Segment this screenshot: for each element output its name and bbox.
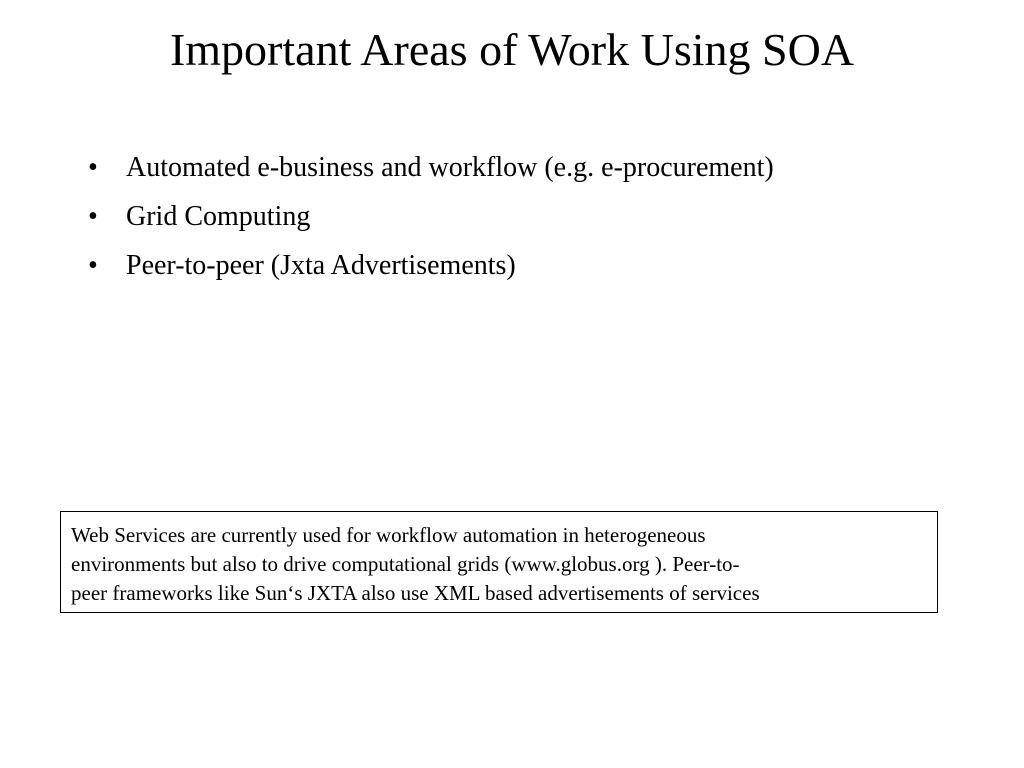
bullet-dot-icon: •: [88, 250, 98, 281]
bullet-text: Automated e-business and workflow (e.g. e-procurement): [126, 152, 774, 183]
note-line: Web Services are currently used for workflow automation in heterogeneous: [71, 523, 706, 547]
bullet-item: [88, 192, 774, 241]
bullet-text: Peer-to-peer (Jxta Advertisements): [126, 250, 516, 281]
note-line: peer frameworks like Sun‘s JXTA also use XML based advertisements of services: [71, 581, 760, 605]
bullet-item: [88, 241, 774, 290]
note-text-box: [60, 511, 938, 613]
bullet-dot-icon: •: [88, 152, 98, 183]
note-line: environments but also to drive computational grids (www.globus.org ). Peer-to-: [71, 552, 740, 576]
bullet-item: [88, 143, 774, 192]
bullet-dot-icon: •: [88, 201, 98, 232]
slide-title: Important Areas of Work Using SOA: [169, 24, 855, 75]
bullet-list: [88, 143, 774, 290]
bullet-text: Grid Computing: [126, 201, 311, 232]
